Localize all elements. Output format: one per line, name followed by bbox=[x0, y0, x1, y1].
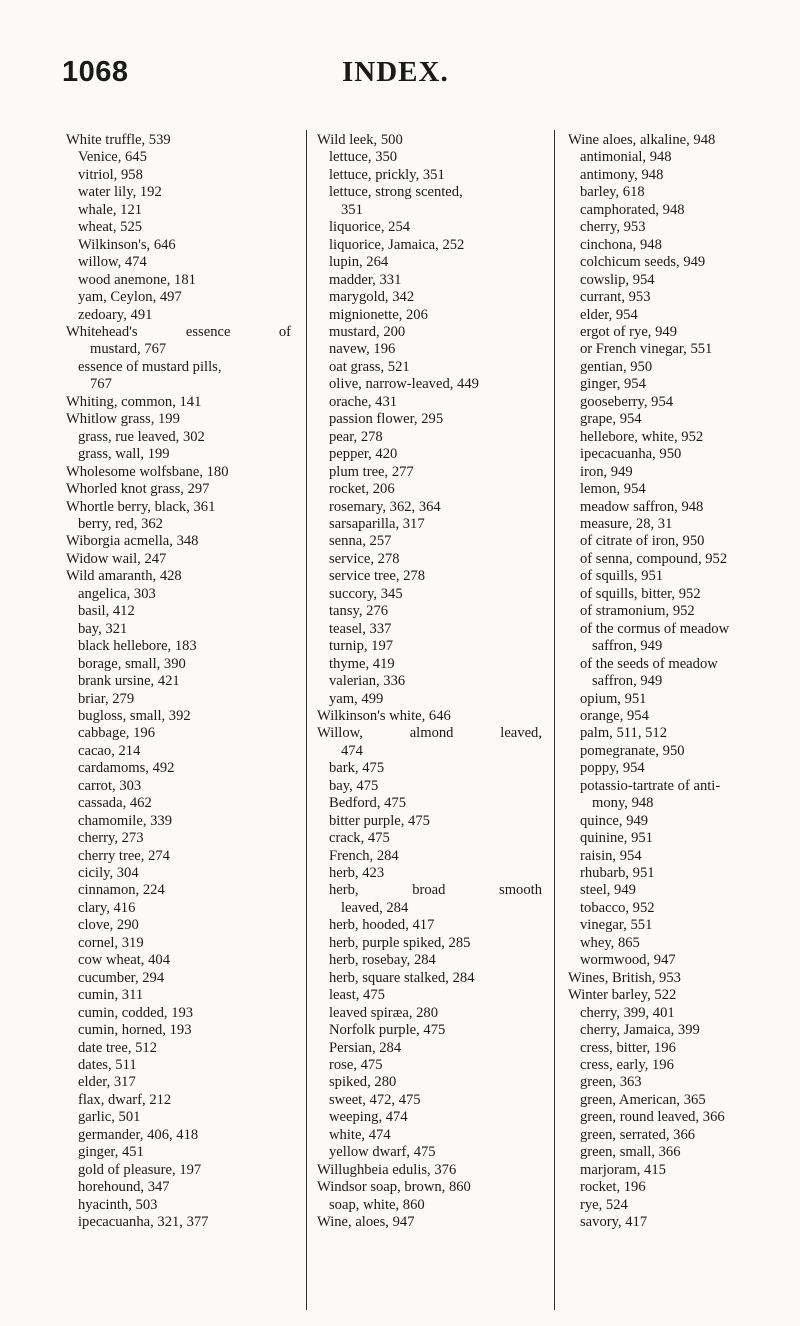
index-entry: zedoary, 491 bbox=[78, 306, 153, 323]
index-entry: lettuce, strong scented, bbox=[329, 184, 463, 201]
index-entry: chamomile, 339 bbox=[78, 812, 173, 829]
index-entry: black hellebore, 183 bbox=[78, 638, 197, 655]
index-entry: basil, 412 bbox=[78, 603, 135, 620]
index-entry: cabbage, 196 bbox=[78, 725, 155, 742]
index-entry: gentian, 950 bbox=[580, 358, 653, 375]
index-entry: of squills, bitter, 952 bbox=[580, 585, 701, 602]
index-entry: succory, 345 bbox=[329, 585, 403, 602]
index-entry: flax, dwarf, 212 bbox=[78, 1091, 172, 1108]
index-entry: orange, 954 bbox=[580, 707, 649, 724]
index-entry: gold of pleasure, 197 bbox=[78, 1161, 202, 1178]
index-entry: lettuce, 350 bbox=[329, 149, 398, 166]
index-entry: willow, 474 bbox=[78, 254, 147, 271]
index-entry: or French vinegar, 551 bbox=[580, 341, 713, 358]
index-entry: green, round leaved, 366 bbox=[580, 1109, 725, 1126]
index-entry: cumin, horned, 193 bbox=[78, 1022, 192, 1039]
column-divider bbox=[554, 130, 555, 1310]
index-entry: elder, 317 bbox=[78, 1074, 136, 1091]
index-entry: hyacinth, 503 bbox=[78, 1196, 158, 1213]
index-entry: vinegar, 551 bbox=[580, 917, 653, 934]
index-entry: of the seeds of meadow bbox=[580, 655, 718, 672]
index-entry: cicily, 304 bbox=[78, 865, 139, 882]
index-entry: pepper, 420 bbox=[329, 446, 398, 463]
index-entry: Wild leek, 500 bbox=[317, 132, 403, 148]
index-entry: clove, 290 bbox=[78, 917, 139, 934]
index-entry: savory, 417 bbox=[580, 1214, 648, 1231]
index-entry: orache, 431 bbox=[329, 393, 398, 410]
index-entry: steel, 949 bbox=[580, 882, 636, 899]
column-divider bbox=[306, 130, 307, 1310]
index-column-3 bbox=[568, 132, 783, 1232]
index-entry: wheat, 525 bbox=[78, 219, 143, 236]
index-entry: marygold, 342 bbox=[329, 289, 415, 306]
index-entry: mignionette, 206 bbox=[329, 306, 428, 323]
index-entry: opium, 951 bbox=[580, 690, 647, 707]
index-entry: cucumber, 294 bbox=[78, 969, 165, 986]
index-entry: Wines, British, 953 bbox=[568, 969, 681, 986]
index-entry: green, 363 bbox=[580, 1074, 642, 1091]
index-entry: iron, 949 bbox=[580, 463, 633, 480]
index-entry: bay, 321 bbox=[78, 620, 128, 637]
index-entry: Willow, almond leaved, bbox=[317, 725, 542, 742]
index-entry: mustard, 767 bbox=[90, 341, 167, 358]
index-entry: navew, 196 bbox=[329, 341, 396, 358]
index-entry: white, 474 bbox=[329, 1126, 391, 1143]
index-entry: cacao, 214 bbox=[78, 742, 141, 759]
index-entry: cherry tree, 274 bbox=[78, 847, 170, 864]
index-entry: quince, 949 bbox=[580, 812, 649, 829]
index-entry: raisin, 954 bbox=[580, 847, 642, 864]
index-entry: sarsaparilla, 317 bbox=[329, 515, 425, 532]
index-entry: grass, wall, 199 bbox=[78, 446, 170, 463]
index-entry: crack, 475 bbox=[329, 830, 390, 847]
index-entry: valerian, 336 bbox=[329, 673, 406, 690]
index-entry: leaved, 284 bbox=[341, 899, 409, 916]
index-entry: Whortle berry, black, 361 bbox=[66, 498, 216, 515]
index-entry: briar, 279 bbox=[78, 690, 135, 707]
index-entry: bugloss, small, 392 bbox=[78, 707, 191, 724]
index-entry: of stramonium, 952 bbox=[580, 603, 695, 620]
index-entry: ergot of rye, 949 bbox=[580, 323, 677, 340]
index-entry: wood anemone, 181 bbox=[78, 271, 196, 288]
page-title: INDEX. bbox=[342, 56, 449, 88]
index-entry: liquorice, Jamaica, 252 bbox=[329, 236, 465, 253]
index-entry: cumin, 311 bbox=[78, 987, 144, 1004]
index-entry: grass, rue leaved, 302 bbox=[78, 428, 205, 445]
index-entry: herb, 423 bbox=[329, 865, 385, 882]
index-entry: palm, 511, 512 bbox=[580, 725, 668, 742]
index-entry: vitriol, 958 bbox=[78, 166, 143, 183]
index-entry: elder, 954 bbox=[580, 306, 638, 323]
index-entry: plum tree, 277 bbox=[329, 463, 414, 480]
index-entry: Whitlow grass, 199 bbox=[66, 411, 180, 428]
index-entry: cow wheat, 404 bbox=[78, 952, 170, 969]
index-entry: Venice, 645 bbox=[78, 149, 147, 166]
index-entry: Wholesome wolfsbane, 180 bbox=[66, 463, 229, 480]
index-entry: marjoram, 415 bbox=[580, 1161, 666, 1178]
index-entry: cress, early, 196 bbox=[580, 1057, 674, 1074]
index-entry: teasel, 337 bbox=[329, 620, 392, 637]
index-entry: cherry, 399, 401 bbox=[580, 1004, 675, 1021]
index-entry: brank ursine, 421 bbox=[78, 673, 180, 690]
index-entry: hellebore, white, 952 bbox=[580, 428, 704, 445]
index-entry: yam, Ceylon, 497 bbox=[78, 289, 182, 306]
index-entry: cherry, Jamaica, 399 bbox=[580, 1022, 700, 1039]
index-entry: cardamoms, 492 bbox=[78, 760, 175, 777]
index-entry: 351 bbox=[341, 201, 363, 218]
index-entry: ginger, 954 bbox=[580, 376, 646, 393]
index-entry: lupin, 264 bbox=[329, 254, 389, 271]
page-header bbox=[0, 0, 800, 100]
index-entry: spiked, 280 bbox=[329, 1074, 397, 1091]
index-entry: cherry, 273 bbox=[78, 830, 144, 847]
index-entry: rye, 524 bbox=[580, 1196, 628, 1213]
index-entry: gooseberry, 954 bbox=[580, 393, 674, 410]
index-entry: Winter barley, 522 bbox=[568, 987, 677, 1004]
index-column-1 bbox=[66, 132, 291, 1232]
index-entry: green, American, 365 bbox=[580, 1091, 706, 1108]
index-entry: clary, 416 bbox=[78, 899, 136, 916]
index-entry: cinchona, 948 bbox=[580, 236, 662, 253]
index-entry: tansy, 276 bbox=[329, 603, 389, 620]
index-entry: measure, 28, 31 bbox=[580, 515, 673, 532]
index-entry: green, serrated, 366 bbox=[580, 1126, 696, 1143]
index-entry: Bedford, 475 bbox=[329, 795, 407, 812]
index-entry: rocket, 206 bbox=[329, 481, 395, 498]
index-entry: French, 284 bbox=[329, 847, 399, 864]
index-entry: Wine aloes, alkaline, 948 bbox=[568, 132, 716, 148]
index-entry: oat grass, 521 bbox=[329, 358, 410, 375]
index-entry: green, small, 366 bbox=[580, 1144, 681, 1161]
index-entry: soap, white, 860 bbox=[329, 1196, 425, 1213]
index-entry: weeping, 474 bbox=[329, 1109, 408, 1126]
index-entry: bark, 475 bbox=[329, 760, 385, 777]
index-entry: ipecacuanha, 950 bbox=[580, 446, 682, 463]
index-entry: Wine, aloes, 947 bbox=[317, 1214, 415, 1231]
index-entry: Norfolk purple, 475 bbox=[329, 1022, 446, 1039]
index-entry: potassio-tartrate of anti- bbox=[580, 777, 721, 794]
index-column-2 bbox=[317, 132, 542, 1232]
index-entry: rocket, 196 bbox=[580, 1179, 646, 1196]
index-entry: turnip, 197 bbox=[329, 638, 394, 655]
index-entry: borage, small, 390 bbox=[78, 655, 186, 672]
index-entry: quinine, 951 bbox=[580, 830, 653, 847]
index-entry: lettuce, prickly, 351 bbox=[329, 166, 445, 183]
index-entry: Whitehead's essence of bbox=[66, 323, 291, 340]
index-entry: angelica, 303 bbox=[78, 585, 156, 602]
index-entry: pomegranate, 950 bbox=[580, 742, 685, 759]
index-entry: Widow wail, 247 bbox=[66, 550, 167, 567]
index-entry: liquorice, 254 bbox=[329, 219, 411, 236]
index-entry: of citrate of iron, 950 bbox=[580, 533, 705, 550]
index-entry: barley, 618 bbox=[580, 184, 645, 201]
index-entry: bay, 475 bbox=[329, 777, 379, 794]
index-entry: pear, 278 bbox=[329, 428, 383, 445]
index-entry: thyme, 419 bbox=[329, 655, 395, 672]
index-entry: herb, square stalked, 284 bbox=[329, 969, 475, 986]
index-entry: garlic, 501 bbox=[78, 1109, 141, 1126]
page-number: 1068 bbox=[62, 56, 129, 88]
index-entry: carrot, 303 bbox=[78, 777, 142, 794]
index-entry: cassada, 462 bbox=[78, 795, 152, 812]
index-entry: cowslip, 954 bbox=[580, 271, 655, 288]
index-entry: yellow dwarf, 475 bbox=[329, 1144, 436, 1161]
index-entry: horehound, 347 bbox=[78, 1179, 170, 1196]
index-entry: service tree, 278 bbox=[329, 568, 426, 585]
index-entry: ipecacuanha, 321, 377 bbox=[78, 1214, 209, 1231]
index-entry: service, 278 bbox=[329, 550, 400, 567]
index-entry: antimonial, 948 bbox=[580, 149, 672, 166]
index-entry: of squills, 951 bbox=[580, 568, 664, 585]
index-entry: lemon, 954 bbox=[580, 481, 646, 498]
index-entry: cornel, 319 bbox=[78, 934, 144, 951]
index-entry: cherry, 953 bbox=[580, 219, 646, 236]
index-entry: dates, 511 bbox=[78, 1057, 137, 1074]
index-entry: 767 bbox=[90, 376, 112, 393]
index-entry: Wiborgia acmella, 348 bbox=[66, 533, 199, 550]
index-entry: rhubarb, 951 bbox=[580, 865, 655, 882]
index-entry: of the cormus of meadow bbox=[580, 620, 730, 637]
index-entry: rose, 475 bbox=[329, 1057, 383, 1074]
index-entry: mony, 948 bbox=[592, 795, 654, 812]
index-entry: ginger, 451 bbox=[78, 1144, 144, 1161]
index-entry: camphorated, 948 bbox=[580, 201, 685, 218]
index-entry: Willughbeia edulis, 376 bbox=[317, 1161, 457, 1178]
index-entry: Windsor soap, brown, 860 bbox=[317, 1179, 471, 1196]
index-entry: Whorled knot grass, 297 bbox=[66, 481, 210, 498]
index-entry: herb, rosebay, 284 bbox=[329, 952, 436, 969]
index-entry: herb, hooded, 417 bbox=[329, 917, 435, 934]
index-entry: saffron, 949 bbox=[592, 638, 663, 655]
index-entry: of senna, compound, 952 bbox=[580, 550, 728, 567]
index-entry: antimony, 948 bbox=[580, 166, 664, 183]
index-entry: Wild amaranth, 428 bbox=[66, 568, 182, 585]
index-entry: Wilkinson's, 646 bbox=[78, 236, 176, 253]
index-entry: tobacco, 952 bbox=[580, 899, 655, 916]
index-entry: madder, 331 bbox=[329, 271, 402, 288]
index-entry: Persian, 284 bbox=[329, 1039, 402, 1056]
index-entry: herb, broad smooth bbox=[329, 882, 542, 899]
index-entry: mustard, 200 bbox=[329, 323, 406, 340]
index-entry: least, 475 bbox=[329, 987, 385, 1004]
index-entry: olive, narrow-leaved, 449 bbox=[329, 376, 479, 393]
index-entry: cumin, codded, 193 bbox=[78, 1004, 194, 1021]
index-entry: colchicum seeds, 949 bbox=[580, 254, 706, 271]
index-entry: date tree, 512 bbox=[78, 1039, 158, 1056]
index-entry: whale, 121 bbox=[78, 201, 143, 218]
index-entry: meadow saffron, 948 bbox=[580, 498, 704, 515]
index-entry: yam, 499 bbox=[329, 690, 384, 707]
index-entry: cinnamon, 224 bbox=[78, 882, 165, 899]
index-entry: grape, 954 bbox=[580, 411, 642, 428]
index-entry: currant, 953 bbox=[580, 289, 651, 306]
index-entry: saffron, 949 bbox=[592, 673, 663, 690]
index-entry: herb, purple spiked, 285 bbox=[329, 934, 471, 951]
index-entry: whey, 865 bbox=[580, 934, 640, 951]
index-entry: cress, bitter, 196 bbox=[580, 1039, 676, 1056]
index-entry: wormwood, 947 bbox=[580, 952, 676, 969]
index-entry: passion flower, 295 bbox=[329, 411, 444, 428]
index-entry: water lily, 192 bbox=[78, 184, 162, 201]
index-entry: senna, 257 bbox=[329, 533, 392, 550]
index-entry: Wilkinson's white, 646 bbox=[317, 707, 451, 724]
index-entry: Whiting, common, 141 bbox=[66, 393, 202, 410]
index-entry: rosemary, 362, 364 bbox=[329, 498, 441, 515]
index-entry: berry, red, 362 bbox=[78, 515, 163, 532]
index-entry: poppy, 954 bbox=[580, 760, 645, 777]
index-entry: 474 bbox=[341, 742, 363, 759]
index-entry: germander, 406, 418 bbox=[78, 1126, 199, 1143]
index-entry: White truffle, 539 bbox=[66, 132, 171, 148]
index-entry: sweet, 472, 475 bbox=[329, 1091, 421, 1108]
index-entry: bitter purple, 475 bbox=[329, 812, 430, 829]
index-entry: leaved spiræa, 280 bbox=[329, 1004, 439, 1021]
index-entry: essence of mustard pills, bbox=[78, 358, 222, 375]
